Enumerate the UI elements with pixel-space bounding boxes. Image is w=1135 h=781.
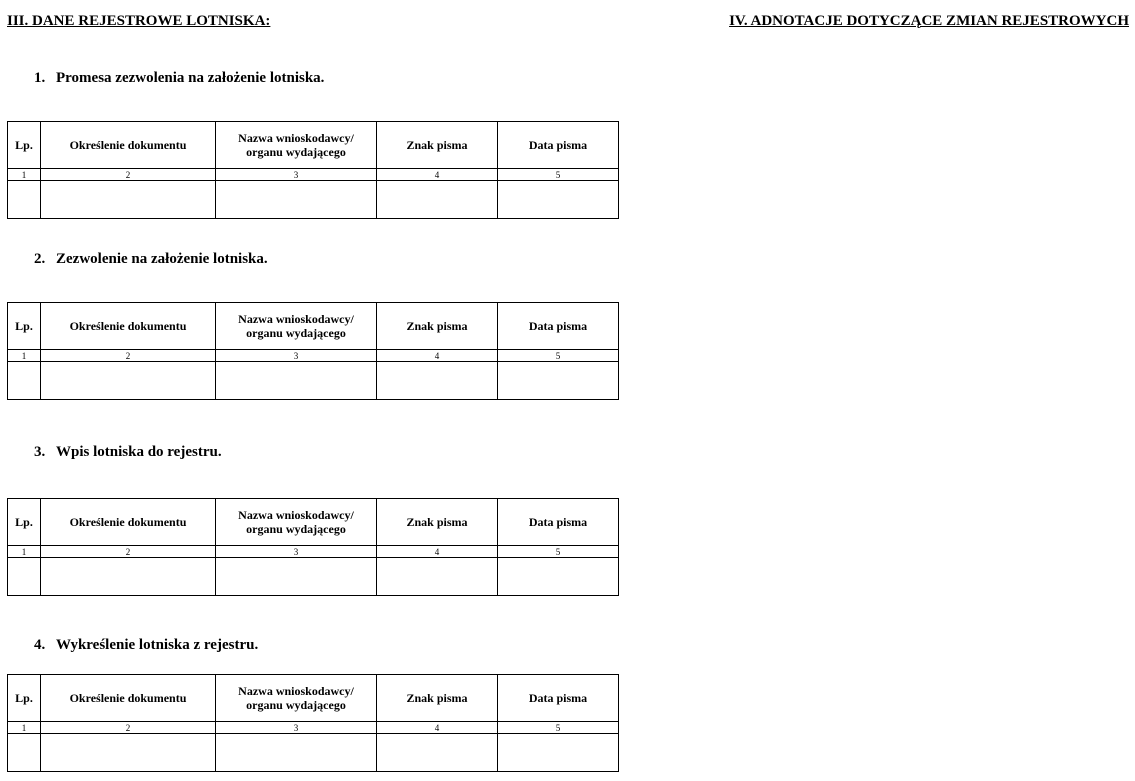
column-number: 4 xyxy=(377,722,498,734)
column-header-document: Określenie dokumentu xyxy=(41,499,216,546)
empty-cell xyxy=(498,181,619,219)
empty-cell xyxy=(8,362,41,400)
document-table-registry-entry xyxy=(7,498,619,596)
empty-cell xyxy=(498,734,619,772)
empty-cell xyxy=(216,734,377,772)
table-header-row xyxy=(8,303,619,350)
empty-cell xyxy=(216,362,377,400)
empty-cell xyxy=(216,181,377,219)
column-header-applicant xyxy=(216,499,377,546)
empty-cell xyxy=(41,362,216,400)
column-number: 1 xyxy=(8,169,41,181)
subsection-number: 4. xyxy=(34,637,46,653)
document-table-promise xyxy=(7,121,619,219)
column-header-sign: Znak pisma xyxy=(377,675,498,722)
column-number: 3 xyxy=(216,350,377,362)
subsection-title-text: Wykreślenie lotniska z rejestru. xyxy=(56,637,259,653)
empty-cell xyxy=(41,181,216,219)
column-number: 5 xyxy=(498,722,619,734)
column-header-lp: Lp. xyxy=(8,675,41,722)
column-number-row xyxy=(8,169,619,181)
section-heading-registry-annotations: IV. ADNOTACJE DOTYCZĄCE ZMIAN REJESTROWYCH xyxy=(729,13,1129,29)
column-header-applicant-line1: Nazwa wnioskodawcy/ xyxy=(238,508,354,522)
column-number-row xyxy=(8,722,619,734)
column-header-applicant-line2: organu wydającego xyxy=(246,145,346,159)
column-header-applicant-line1: Nazwa wnioskodawcy/ xyxy=(238,131,354,145)
table-row xyxy=(8,362,619,400)
column-header-lp: Lp. xyxy=(8,499,41,546)
empty-cell xyxy=(377,362,498,400)
subsection-title-text: Zezwolenie na założenie lotniska. xyxy=(56,251,268,267)
column-number: 2 xyxy=(41,722,216,734)
empty-cell xyxy=(8,734,41,772)
column-header-lp: Lp. xyxy=(8,303,41,350)
empty-cell xyxy=(377,181,498,219)
empty-cell xyxy=(8,181,41,219)
column-header-document: Określenie dokumentu xyxy=(41,303,216,350)
column-number: 1 xyxy=(8,722,41,734)
column-header-applicant xyxy=(216,122,377,169)
table-header-row xyxy=(8,122,619,169)
column-header-date: Data pisma xyxy=(498,675,619,722)
subsection-title-promise xyxy=(34,69,324,87)
table-row xyxy=(8,734,619,772)
column-number: 1 xyxy=(8,546,41,558)
column-header-applicant xyxy=(216,675,377,722)
empty-cell xyxy=(41,558,216,596)
column-header-sign: Znak pisma xyxy=(377,122,498,169)
empty-cell xyxy=(498,558,619,596)
column-number: 2 xyxy=(41,546,216,558)
document-table-deregistration xyxy=(7,674,619,772)
column-header-date: Data pisma xyxy=(498,122,619,169)
table-header-row xyxy=(8,499,619,546)
column-number: 1 xyxy=(8,350,41,362)
column-number: 5 xyxy=(498,350,619,362)
column-number: 4 xyxy=(377,350,498,362)
subsection-number: 2. xyxy=(34,251,46,267)
subsection-number: 3. xyxy=(34,444,46,460)
column-number: 3 xyxy=(216,722,377,734)
column-number-row xyxy=(8,350,619,362)
section-heading-registry-data: III. DANE REJESTROWE LOTNISKA: xyxy=(7,13,271,29)
column-number: 5 xyxy=(498,169,619,181)
column-header-applicant-line2: organu wydającego xyxy=(246,326,346,340)
subsection-number: 1. xyxy=(34,70,46,86)
subsection-title-permit xyxy=(34,250,268,268)
column-number: 2 xyxy=(41,350,216,362)
subsection-title-deregistration xyxy=(34,636,258,654)
subsection-title-text: Wpis lotniska do rejestru. xyxy=(56,444,222,460)
column-number: 4 xyxy=(377,169,498,181)
column-number-row xyxy=(8,546,619,558)
column-header-applicant xyxy=(216,303,377,350)
document-table-permit xyxy=(7,302,619,400)
column-header-sign: Znak pisma xyxy=(377,499,498,546)
column-header-document: Określenie dokumentu xyxy=(41,122,216,169)
table-header-row xyxy=(8,675,619,722)
empty-cell xyxy=(216,558,377,596)
subsection-title-text: Promesa zezwolenia na założenie lotniska. xyxy=(56,70,325,86)
subsection-title-registry-entry xyxy=(34,443,222,461)
table-row xyxy=(8,558,619,596)
column-header-applicant-line2: organu wydającego xyxy=(246,522,346,536)
empty-cell xyxy=(498,362,619,400)
column-number: 3 xyxy=(216,169,377,181)
column-number: 4 xyxy=(377,546,498,558)
column-number: 2 xyxy=(41,169,216,181)
column-header-applicant-line1: Nazwa wnioskodawcy/ xyxy=(238,312,354,326)
column-number: 3 xyxy=(216,546,377,558)
empty-cell xyxy=(377,558,498,596)
empty-cell xyxy=(41,734,216,772)
column-header-applicant-line1: Nazwa wnioskodawcy/ xyxy=(238,684,354,698)
table-row xyxy=(8,181,619,219)
column-header-document: Określenie dokumentu xyxy=(41,675,216,722)
column-header-lp: Lp. xyxy=(8,122,41,169)
column-header-date: Data pisma xyxy=(498,499,619,546)
column-header-applicant-line2: organu wydającego xyxy=(246,698,346,712)
empty-cell xyxy=(377,734,498,772)
column-header-date: Data pisma xyxy=(498,303,619,350)
column-number: 5 xyxy=(498,546,619,558)
empty-cell xyxy=(8,558,41,596)
column-header-sign: Znak pisma xyxy=(377,303,498,350)
